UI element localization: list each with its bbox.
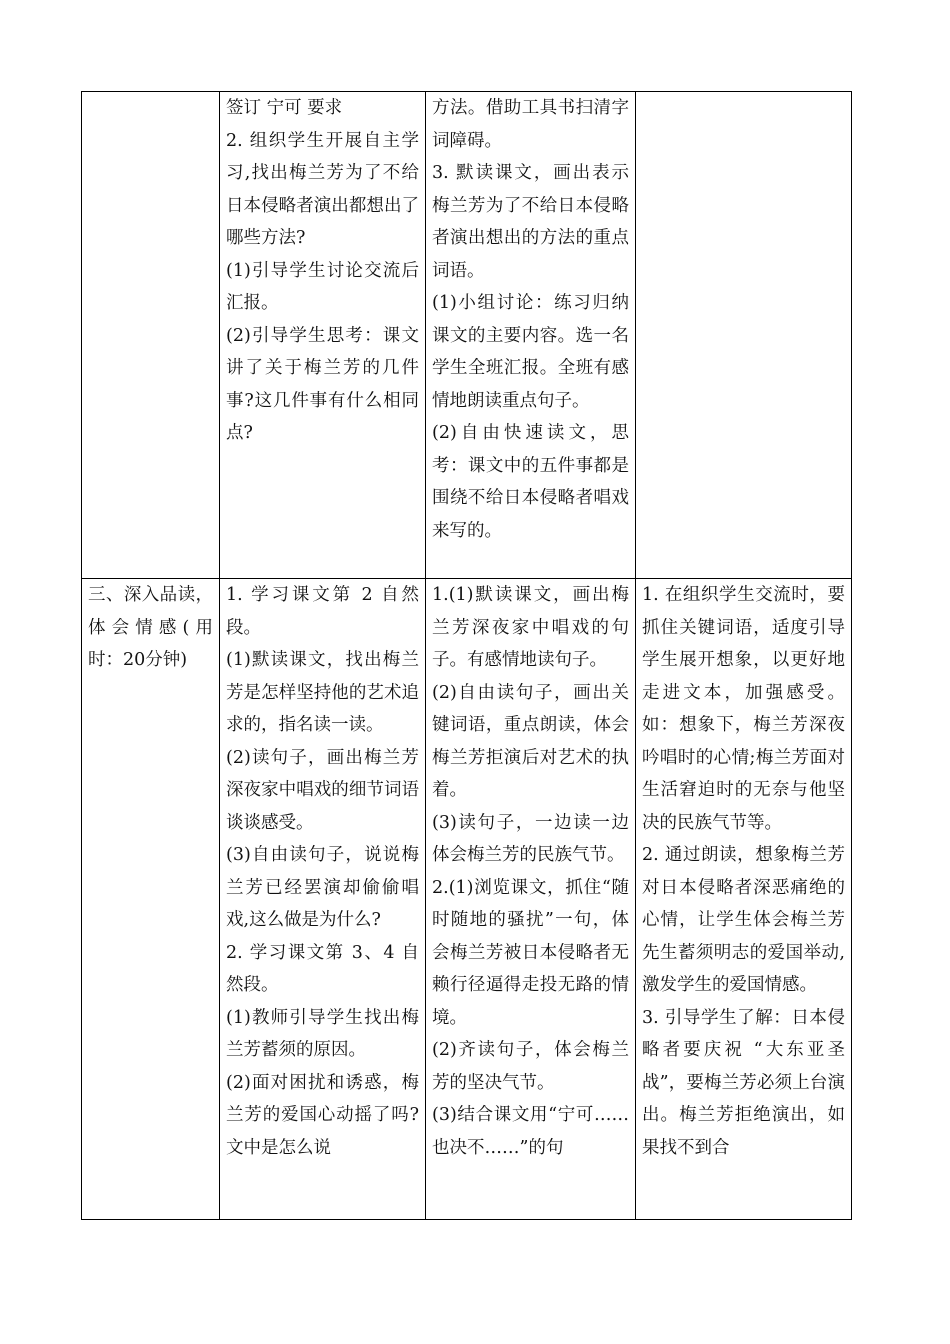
paragraph: (2)面对困扰和诱惑，梅兰芳的爱国心动摇了吗?文中是怎么说 [226, 1072, 419, 1158]
paragraph: 2. 学习课文第 3、4 自然段。 [226, 942, 419, 995]
paragraph: 签订 宁可 要求 [226, 98, 343, 118]
paragraph: (2)自由读句子，画出关键词语，重点朗读，体会梅兰芳拒演后对艺术的执着。 [432, 682, 629, 800]
paragraph: 2. 通过朗读，想象梅兰芳对日本侵略者深恶痛绝的心情，让学生体会梅兰芳先生蓄须明志的爱国举动,激发学生的爱国情感。 [642, 845, 845, 995]
paragraph: (1)小组讨论：练习归纳课文的主要内容。选一名学生全班汇报。全班有感情地朗读重点句子。 [432, 293, 629, 411]
student-activity-cell [426, 579, 636, 1220]
paragraph: 2.(1)浏览课文，抓住“随时随地的骚扰”一句，体会梅兰芳被日本侵略者无赖行径逼得走投无路的情境。 [432, 877, 629, 1028]
paragraph: (1)默读课文，找出梅兰芳是怎样坚持他的艺术追求的，指名读一读。 [226, 650, 419, 735]
stage-cell [82, 92, 220, 579]
paragraph: 2. 组织学生开展自主学习,找出梅兰芳为了不给日本侵略者演出都想出了哪些方法? [226, 130, 419, 248]
student-activity-cell [426, 92, 636, 579]
teacher-activity-cell [220, 579, 426, 1220]
stage-cell [82, 579, 220, 1220]
paragraph: 1.(1)默读课文，画出梅兰芳深夜家中唱戏的句子。有感情地读句子。 [432, 585, 629, 670]
paragraph: (1)教师引导学生找出梅兰芳蓄须的原因。 [226, 1007, 419, 1060]
paragraph: (3)读句子，一边读一边体会梅兰芳的民族气节。 [432, 812, 629, 865]
design-notes-cell [636, 579, 852, 1220]
paragraph: (2)读句子，画出梅兰芳深夜家中唱戏的细节词语谈谈感受。 [226, 747, 419, 833]
paragraph: (2)自由快速读文，思考：课文中的五件事都是围绕不给日本侵略者唱戏来写的。 [432, 423, 629, 541]
stage-label: 三、深入品读，体会情感(用时：20分钟) [88, 585, 213, 670]
paragraph: (3)结合课文用“宁可……也决不……”的句 [432, 1105, 629, 1158]
paragraph: (2)齐读句子，体会梅兰芳的坚决气节。 [432, 1040, 629, 1093]
paragraph: (3)自由读句子，说说梅兰芳已经罢演却偷偷唱戏,这么做是为什么? [226, 845, 419, 930]
table-row [82, 579, 852, 1220]
paragraph: 1. 学习课文第 2 自然段。 [226, 585, 419, 638]
table-row [82, 92, 852, 579]
design-notes-cell [636, 92, 852, 579]
paragraph: 方法。借助工具书扫清字词障碍。 [432, 98, 629, 151]
teacher-activity-cell [220, 92, 426, 579]
lesson-plan-table [81, 91, 852, 1220]
paragraph: (2)引导学生思考：课文讲了关于梅兰芳的几件事?这几件事有什么相同点? [226, 325, 419, 443]
paragraph: (1)引导学生讨论交流后汇报。 [226, 260, 419, 313]
paragraph: 3. 默读课文，画出表示梅兰芳为了不给日本侵略者演出想出的方法的重点词语。 [432, 163, 629, 281]
paragraph: 1. 在组织学生交流时，要抓住关键词语，适度引导学生展开想象，以更好地走进文本，加强感受。如：想象下，梅兰芳深夜吟唱时的心情;梅兰芳面对生活窘迫时的无奈与他坚决的民族气节等。 [642, 585, 845, 833]
paragraph: 3. 引导学生了解：日本侵略者要庆祝 “大东亚圣战”，要梅兰芳必须上台演出。梅兰芳拒绝演出，如果找不到合 [642, 1007, 845, 1158]
